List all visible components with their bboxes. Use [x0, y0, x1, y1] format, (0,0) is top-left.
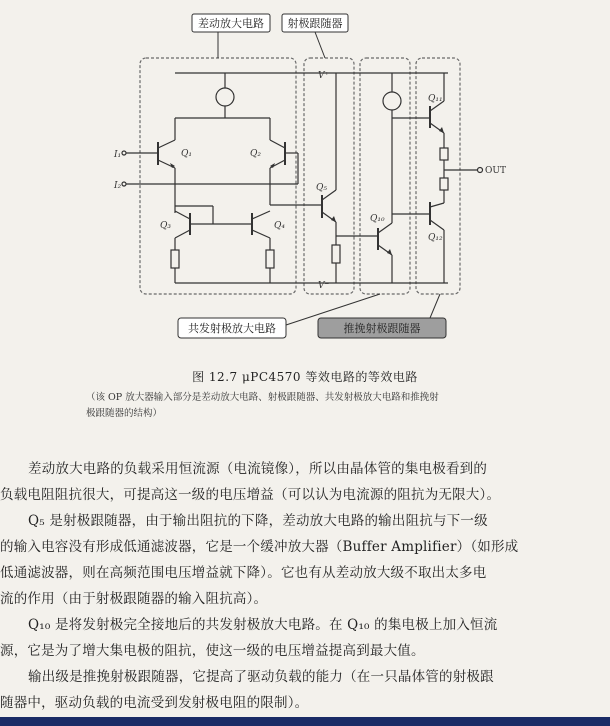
footer-bar [0, 717, 610, 726]
paragraph-1-line-2: 负载电阻阻抗很大，可提高这一级的电压增益（可以认为电流源的阻抗为无限大）。 [0, 487, 501, 503]
label-q1: Q₁ [181, 149, 192, 159]
body-text [0, 456, 610, 716]
label-q4: Q₄ [274, 221, 285, 231]
resistor-r1 [171, 250, 179, 268]
emitter-follower-block [304, 58, 354, 294]
paragraph-4-line-1: 输出级是推挽射极跟随器，它提高了驱动负载的能力（在一只晶体管的射极跟 [28, 669, 494, 685]
label-q3: Q₃ [160, 221, 171, 231]
paragraph-2-line-3: 低通滤波器，则在高频范围电压增益就下降）。它也有从差动放大级不取出太多电 [0, 565, 487, 581]
paragraph-2-line-2: 的输入电容没有形成低通滤波器，它是一个缓冲放大器（Buffer Amplifier）（如形成 [0, 539, 519, 555]
resistor-r11 [440, 148, 448, 160]
paragraph-4-line-2: 随器中，驱动负载的电流受到发射极电阻的限制）。 [0, 695, 309, 711]
current-source-q10 [383, 92, 401, 110]
resistor-r5 [332, 245, 340, 263]
common-emitter-label: 共发射极放大电路 [188, 322, 276, 335]
diff-amp-label: 差动放大电路 [198, 17, 264, 30]
label-q11: Q₁₁ [428, 94, 443, 104]
caption-note-line1: （该 OP 放大器输入部分是差动放大电路、射极跟随器、共发射极放大电路和推挽射 [86, 392, 439, 403]
paragraph-3-line-2: 源，它是为了增大集电极的阻抗，使这一级的电压增益提高到最大值。 [0, 643, 425, 659]
paragraph-2-line-4: 流的作用（由于射极跟随器的输入阻抗高）。 [0, 591, 268, 607]
label-in1: I₁ [114, 150, 122, 160]
paragraph-1-line-1: 差动放大电路的负载采用恒流源（电流镜像），所以由晶体管的集电极看到的 [28, 461, 488, 477]
caption-note-line2: 极跟随器的结构） [86, 408, 163, 419]
label-vminus: V⁻ [318, 281, 330, 291]
paragraph-2-line-1: Q₅ 是射极跟随器，由于输出阻抗的下降，差动放大电路的输出阻抗与下一级 [28, 513, 488, 529]
common-emitter-block [360, 58, 410, 294]
label-q10: Q₁₀ [370, 214, 385, 224]
emitter-follower-label: 射极跟随器 [287, 17, 343, 30]
label-vplus: V⁺ [318, 71, 330, 81]
resistor-r12 [440, 178, 448, 190]
in1-terminal [122, 151, 126, 155]
label-q2: Q₂ [250, 149, 261, 159]
diff-amp-block [140, 58, 296, 294]
push-pull-label: 推挽射极跟随器 [343, 322, 421, 335]
label-q5: Q₅ [316, 183, 327, 193]
label-out: OUT [485, 166, 506, 176]
paragraph-3-line-1: Q₁₀ 是将发射极完全接地后的共发射极放大电路。在 Q₁₀ 的集电极上加入恒流 [28, 617, 498, 633]
current-source-symbol [216, 88, 234, 106]
in2-terminal [122, 182, 126, 186]
circuit-figure [0, 0, 610, 345]
figure-caption: 图 12.7 μPC4570 等效电路的等效电路 [192, 370, 418, 384]
label-q12: Q₁₂ [428, 233, 443, 243]
resistor-r2 [266, 250, 274, 268]
label-in2: I₂ [114, 181, 122, 191]
out-terminal [478, 168, 483, 173]
